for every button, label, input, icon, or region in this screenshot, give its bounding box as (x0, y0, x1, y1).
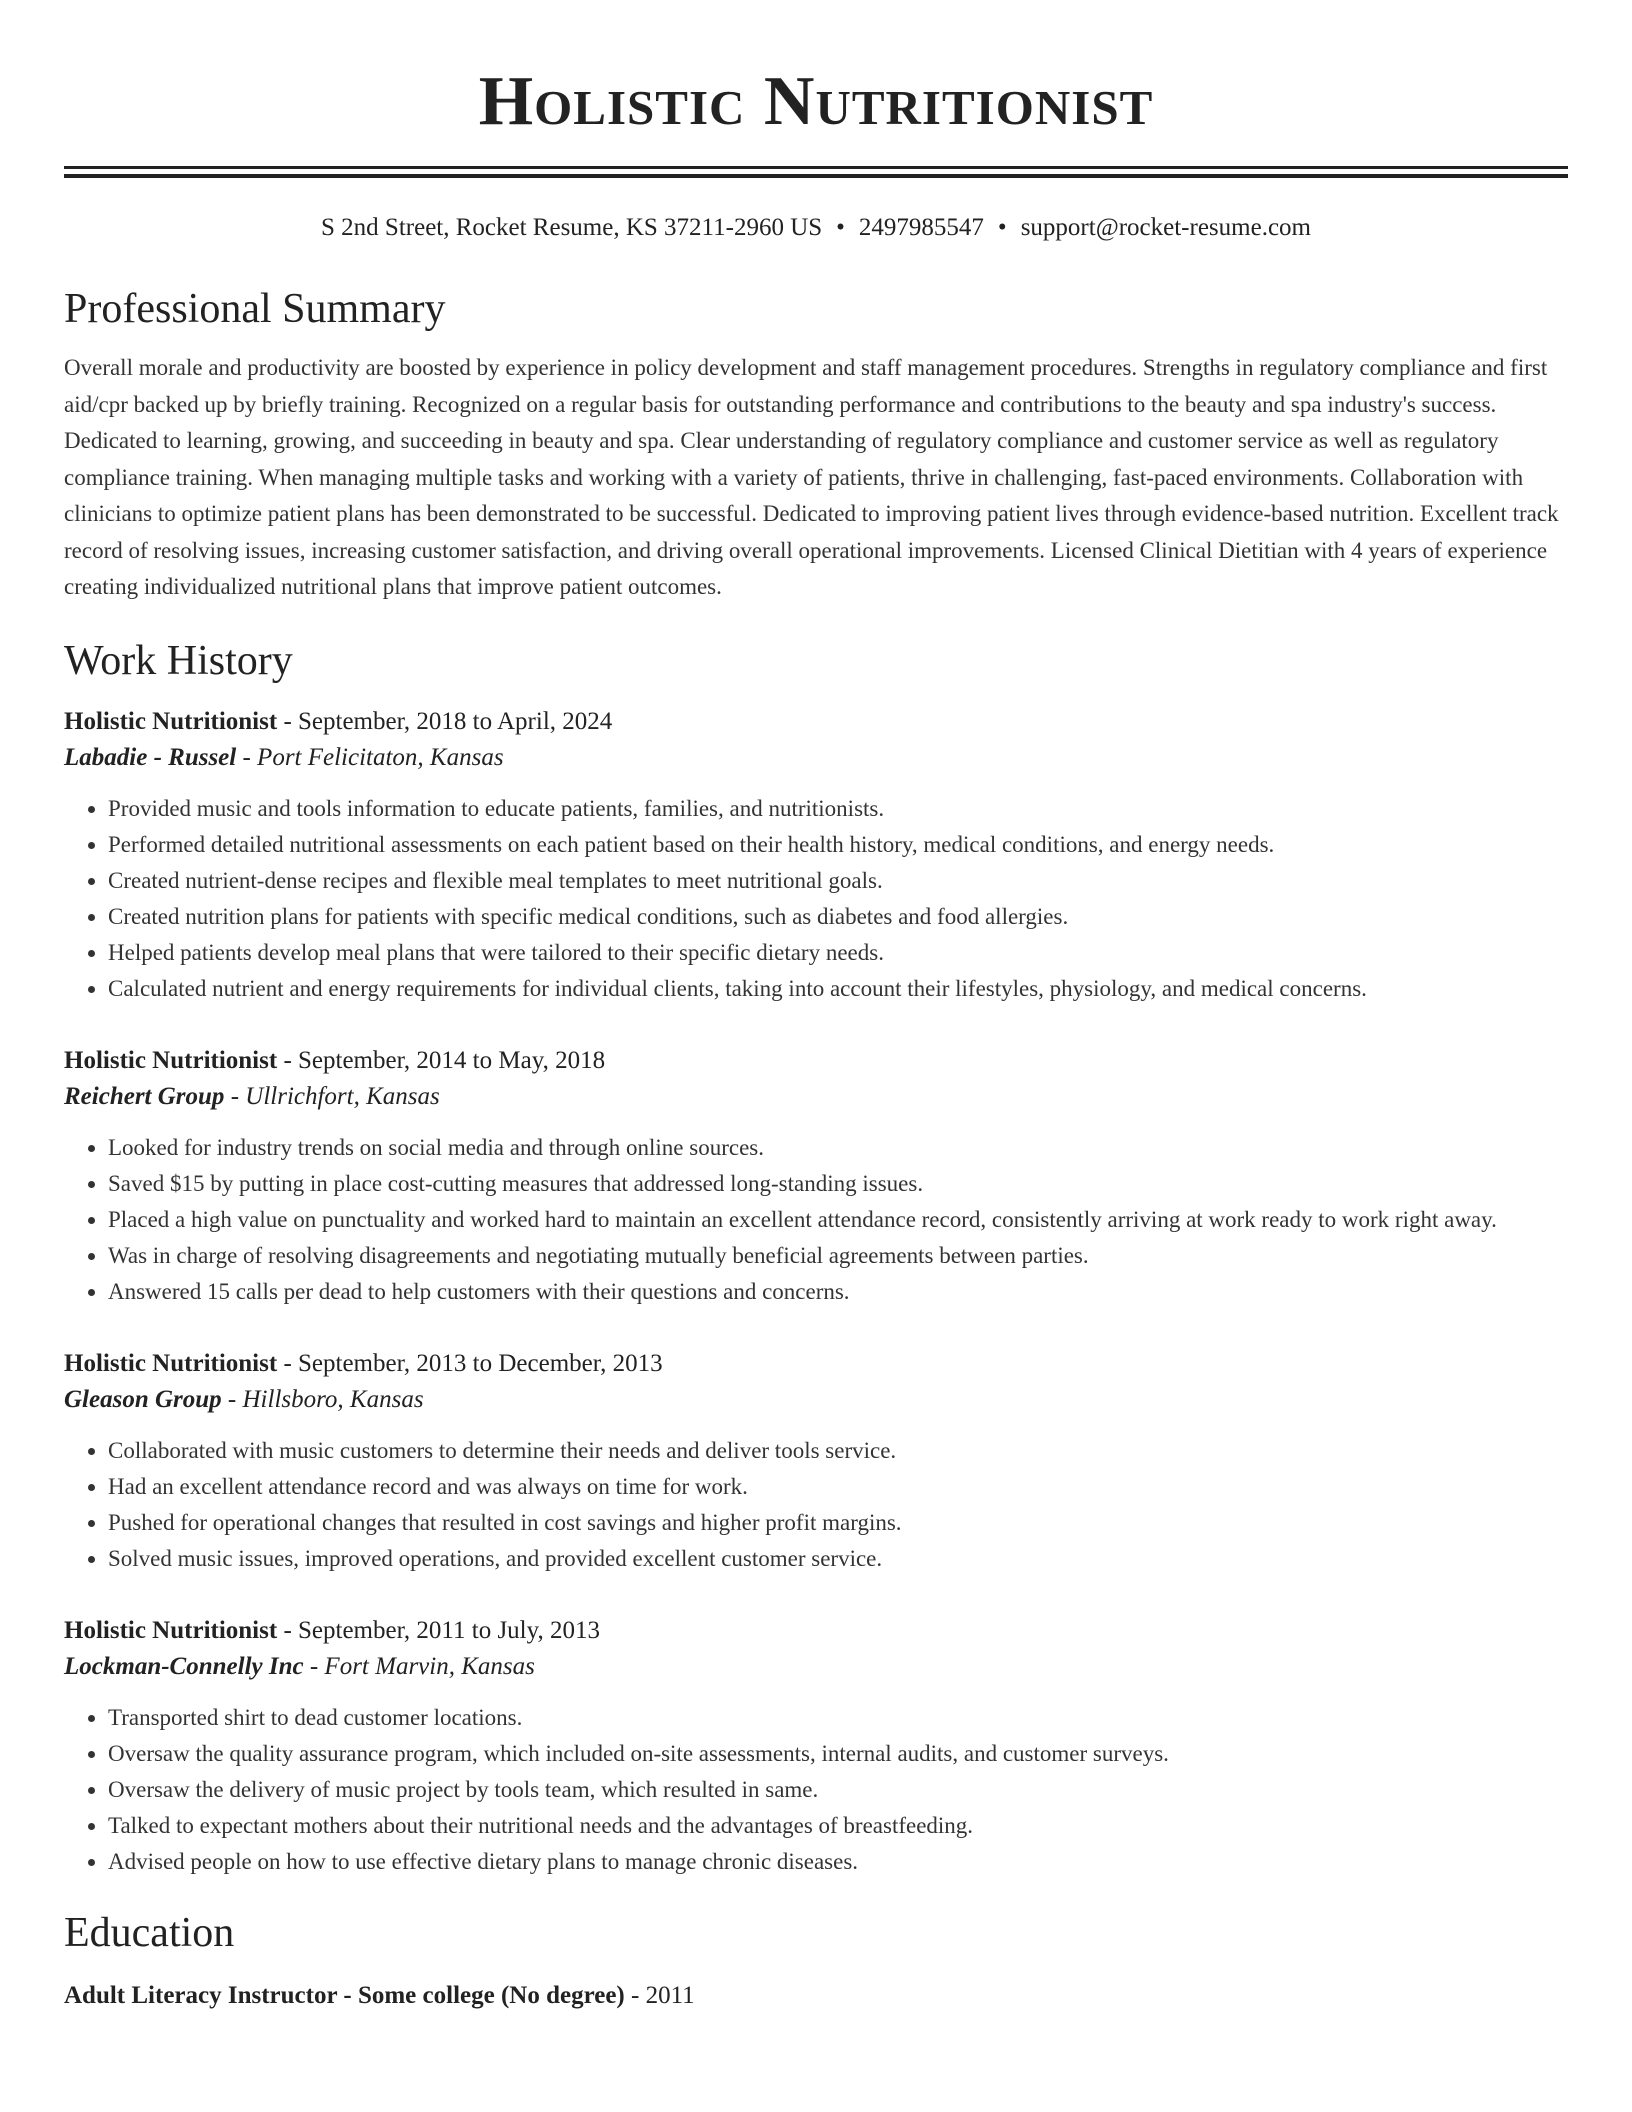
list-item: • Created nutrient-dense recipes and flexible meal templates to meet nutritional goals. (108, 863, 1568, 899)
job-title-line (64, 1043, 1568, 1079)
job-entry (64, 1613, 1568, 1880)
job-company: Reichert Group (64, 1082, 225, 1110)
list-item: • Answered 15 calls per dead to help customers with their questions and concerns. (108, 1274, 1568, 1310)
header-divider (64, 166, 1568, 178)
summary-text: Overall morale and productivity are boosted by experience in policy development and staff management procedures. Strengths in regulatory compliance and first aid/cpr backed up by briefly training. Recognized on a regular basis for outstanding performance and contributions to the beauty and spa industry's success. Dedicated to learning, growing, and succeeding in beauty and spa. Clear understanding of regulatory compliance and customer service as well as regulatory compliance training. When managing multiple tasks and working with a variety of patients, thrive in challenging, fast-paced environments. Collaboration with clinicians to optimize patient plans has been demonstrated to be successful. Dedicated to improving patient lives through evidence-based nutrition. Excellent track record of resolving issues, increasing customer satisfaction, and driving overall operational improvements. Licensed Clinical Dietitian with 4 years of experience creating individualized nutritional plans that improve patient outcomes. (64, 355, 1559, 599)
job-bullets (64, 1130, 1568, 1310)
job-company: Labadie - Russel (64, 743, 237, 771)
list-item: • Helped patients develop meal plans that were tailored to their specific dietary needs. (108, 935, 1568, 971)
list-item: • Looked for industry trends on social media and through online sources. (108, 1130, 1568, 1166)
education-entry (64, 1978, 1568, 2014)
job-dates: - September, 2011 to July, 2013 (283, 1616, 600, 1644)
list-item: • Talked to expectant mothers about their nutritional needs and the advantages of breastfeeding. (108, 1808, 1568, 1844)
job-bullets (64, 791, 1568, 1007)
list-item: • Performed detailed nutritional assessments on each patient based on their health history, medical conditions, and energy needs. (108, 827, 1568, 863)
section-heading-summary: Professional Summary (64, 286, 446, 332)
job-entry (64, 704, 1568, 1007)
list-item: • Saved $15 by putting in place cost-cutting measures that addressed long-standing issues. (108, 1166, 1568, 1202)
contact-phone: 2497985547 (858, 214, 984, 241)
list-item: • Had an excellent attendance record and was always on time for work. (108, 1469, 1568, 1505)
contact-separator: • (836, 214, 845, 241)
job-company-line (64, 740, 1568, 776)
job-dates: - September, 2013 to December, 2013 (283, 1349, 663, 1377)
list-item: • Advised people on how to use effective dietary plans to manage chronic diseases. (108, 1844, 1568, 1880)
list-item: • Transported shirt to dead customer locations. (108, 1700, 1568, 1736)
job-dates: - September, 2018 to April, 2024 (283, 707, 613, 735)
job-title: Holistic Nutritionist (64, 1616, 278, 1644)
job-location: - Ullrichfort, Kansas (230, 1082, 440, 1110)
list-item: • Created nutrition plans for patients with specific medical conditions, such as diabetes and food allergies. (108, 899, 1568, 935)
job-bullets (64, 1700, 1568, 1880)
contact-address: S 2nd Street, Rocket Resume, KS 37211-2960 US (321, 214, 823, 241)
list-item: • Pushed for operational changes that resulted in cost savings and higher profit margins. (108, 1505, 1568, 1541)
job-title-line (64, 1613, 1568, 1649)
job-location: - Hillsboro, Kansas (227, 1385, 424, 1413)
education-degree: Adult Literacy Instructor - Some college (No degree) (64, 1981, 625, 2009)
list-item: • Placed a high value on punctuality and worked hard to maintain an excellent attendance record, consistently arriving at work ready to work right away. (108, 1202, 1568, 1238)
list-item: • Oversaw the delivery of music project by tools team, which resulted in same. (108, 1772, 1568, 1808)
contact-email: support@rocket-resume.com (1020, 214, 1311, 241)
job-entry (64, 1043, 1568, 1310)
job-title: Holistic Nutritionist (64, 1046, 278, 1074)
list-item: • Was in charge of resolving disagreements and negotiating mutually beneficial agreements between parties. (108, 1238, 1568, 1274)
job-dates: - September, 2014 to May, 2018 (283, 1046, 606, 1074)
list-item: • Solved music issues, improved operations, and provided excellent customer service. (108, 1541, 1568, 1577)
job-location: - Port Felicitaton, Kansas (242, 743, 504, 771)
job-company: Gleason Group (64, 1385, 222, 1413)
job-company: Lockman-Connelly Inc (64, 1652, 304, 1680)
section-heading-education: Education (64, 1909, 235, 1956)
contact-line (64, 212, 1568, 244)
job-title: Holistic Nutritionist (64, 1349, 278, 1377)
resume-name: Holistic Nutritionist (478, 63, 1154, 140)
job-company-line (64, 1649, 1568, 1685)
job-entry (64, 1346, 1568, 1577)
contact-separator: • (997, 214, 1007, 241)
job-location: - Fort Marvin, Kansas (309, 1652, 535, 1680)
list-item: • Oversaw the quality assurance program, which included on-site assessments, internal audits, and customer surveys. (108, 1736, 1568, 1772)
job-title-line (64, 704, 1568, 740)
education-year: - 2011 (631, 1981, 695, 2009)
section-heading-work-history: Work History (64, 637, 293, 684)
job-bullets (64, 1433, 1568, 1577)
list-item: • Collaborated with music customers to determine their needs and deliver tools service. (108, 1433, 1568, 1469)
list-item: • Provided music and tools information to educate patients, families, and nutritionists. (108, 791, 1568, 827)
job-title: Holistic Nutritionist (64, 707, 278, 735)
job-company-line (64, 1382, 1568, 1418)
job-company-line (64, 1079, 1568, 1115)
job-title-line (64, 1346, 1568, 1382)
list-item: • Calculated nutrient and energy requirements for individual clients, taking into account their lifestyles, physiology, and medical concerns. (108, 971, 1568, 1007)
